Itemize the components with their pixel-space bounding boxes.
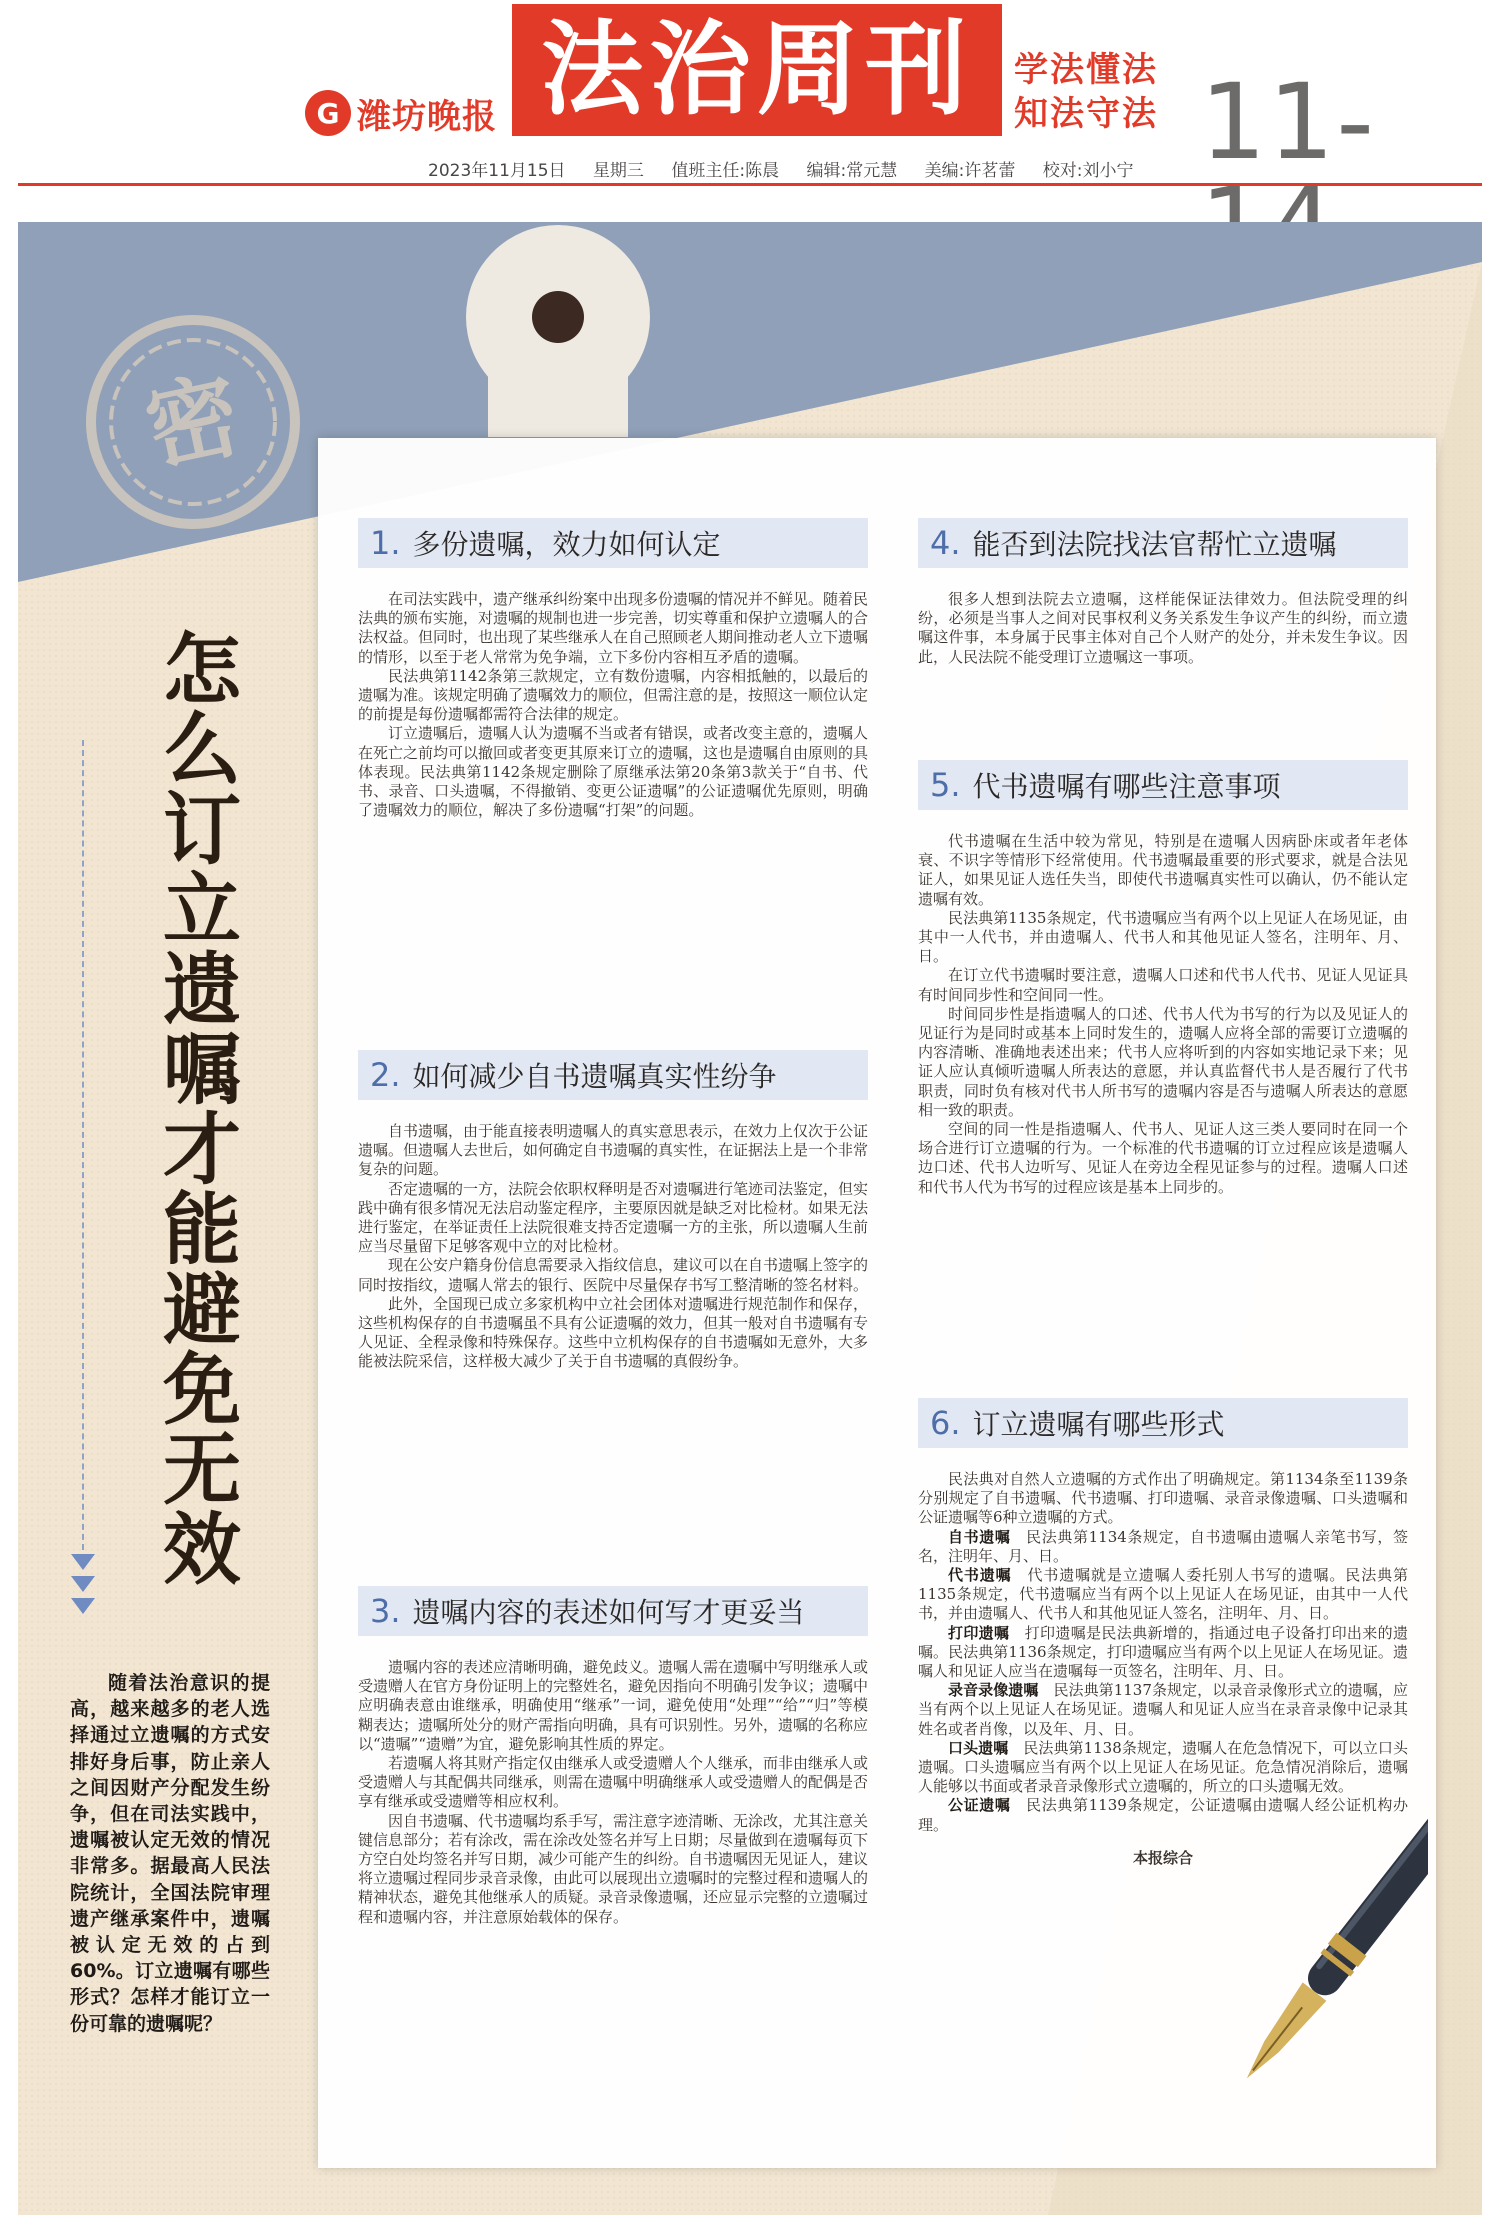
page-headline: 怎么订立遗嘱才能避免无效 [150,628,241,1588]
masthead [0,0,1500,190]
publication-title-text: 法治周刊 [541,10,973,130]
will-form-text: 民法典第1134条规定，自书遗嘱由遗嘱人亲笔书写，签名，注明年、月、日。 [918,1527,1408,1565]
will-form-text: 打印遗嘱是民法典新增的，指通过电子设备打印出来的遗嘱。民法典第1136条规定，打印遗嘱应当有两个以上见证人在场见证。遗嘱人和见证人应当在遗嘱每一页签名，注明年、月、日。 [918,1623,1408,1681]
will-form-item [918,1681,1408,1739]
will-form-item [918,1528,1408,1566]
issue-info [428,156,1156,181]
paragraph: 此外，全国现已成立多家机构中立社会团体对遗嘱进行规范制作和保存，这些机构保存的自书遗嘱虽不具有公证遗嘱的效力，但其一般对自书遗嘱有专人见证、全程录像和特殊保存。这些中立机构保存的自书遗嘱如无意外，大多能被法院采信，这样极大减少了关于自书遗嘱的真假纷争。 [358,1294,869,1371]
editor: 编辑:常元慧 [806,161,898,181]
section-1 [358,518,868,820]
fountain-pen-icon [1238,1768,1428,2168]
down-arrows-icon [68,1552,98,1622]
section-2-header [358,1050,868,1100]
section-3 [358,1586,868,1927]
section-2-body [358,1122,868,1372]
clasp-button-icon [532,291,584,343]
section-2 [358,1050,868,1372]
section-6-title: 订立遗嘱有哪些形式 [972,1408,1225,1441]
logo-icon: G [305,90,351,136]
section-6-number: 6. [930,1404,961,1442]
slogan-line-1: 学法懂法 [1014,50,1158,90]
editor-in-charge: 值班主任:陈晨 [671,161,780,181]
paragraph: 若遗嘱人将其财产指定仅由继承人或受遗赠人个人继承，而非由继承人或受遗赠人与其配偶共同继承，则需在遗嘱中明确继承人或受遗赠人的配偶是否享有继承或受遗赠等相应权利。 [358,1754,869,1811]
will-form-term: 打印遗嘱 [948,1623,1010,1642]
slogan [1014,48,1158,136]
section-5 [918,760,1408,1197]
issue-weekday: 星期三 [592,161,644,181]
paragraph: 自书遗嘱，由于能直接表明遗嘱人的真实意思表示，在效力上仅次于公证遗嘱。但遗嘱人去世后，如何确定自书遗嘱的真实性，在证据法上是一个非常复杂的问题。 [358,1122,869,1179]
section-2-title: 如何减少自书遗嘱真实性纷争 [412,1060,777,1093]
section-4-body [918,590,1408,667]
paragraph: 代书遗嘱在生活中较为常见，特别是在遗嘱人因病卧床或者年老体衰、不识字等情形下经常使用。代书遗嘱最重要的形式要求，就是合法见证人，如果见证人选任失当，即使代书遗嘱真实性可以确认，仍不能认定遗嘱有效。 [918,832,1408,908]
will-form-text: 代书遗嘱就是立遗嘱人委托别人书写的遗嘱。民法典第1135条规定，代书遗嘱应当有两个以上见证人在场见证，由其中一人代书，并由遗嘱人、代书人和其他见证人签名，注明年、月、日。 [918,1566,1408,1623]
section-5-header [918,760,1408,810]
section-1-title: 多份遗嘱，效力如何认定 [412,528,721,561]
section-6-header [918,1398,1408,1448]
will-form-item [918,1566,1408,1624]
section-4-number: 4. [930,524,961,562]
will-form-text: 民法典第1138条规定，遗嘱人在危急情况下，可以立口头遗嘱。口头遗嘱应当有两个以上见证人在场见证。危急情况消除后，遗嘱人能够以书面或者录音录像形式立遗嘱的，所立的口头遗嘱无效。 [918,1738,1408,1796]
will-form-term: 口头遗嘱 [948,1738,1009,1757]
will-form-term: 自书遗嘱 [948,1527,1011,1546]
paragraph: 订立遗嘱后，遗嘱人认为遗嘱不当或者有错误，或者改变主意的，遗嘱人在死亡之前均可以撤回或者变更其原来订立的遗嘱，这也是遗嘱自由原则的具体表现。民法典第1142条规定删除了原继承法第20条第3款关于“自书、代书、录音、口头遗嘱，不得撤销、变更公证遗嘱”的公证遗嘱优先原则，明确了遗嘱效力的顺位，解决了多份遗嘱“打架”的问题。 [358,724,869,820]
paragraph: 现在公安户籍身份信息需要录入指纹信息，建议可以在自书遗嘱上签字的同时按指纹，遗嘱人常去的银行、医院中尽量保存书写工整清晰的签名材料。 [358,1256,869,1294]
section-1-header [358,518,868,568]
publication-title [512,4,1002,136]
section-3-title: 遗嘱内容的表述如何写才更妥当 [412,1596,805,1629]
slogan-line-2: 知法守法 [1014,94,1158,134]
designer: 美编:许茗蕾 [924,161,1016,181]
will-form-item [918,1624,1408,1682]
paragraph: 在订立代书遗嘱时要注意，遗嘱人口述和代书人代书、见证人见证具有时间同步性和空间同一性。 [918,966,1408,1004]
newspaper-logo [305,88,497,138]
section-4-title: 能否到法院找法官帮忙立遗嘱 [972,528,1337,561]
proofreader: 校对:刘小宁 [1042,161,1134,181]
section-5-number: 5. [930,766,961,804]
secret-stamp-text: 密 [136,359,250,485]
section-2-number: 2. [370,1056,401,1094]
section-1-number: 1. [370,524,401,562]
section-5-body [918,832,1408,1197]
dashed-divider [82,740,84,1560]
intro-paragraph: 随着法治意识的提高，越来越多的老人选择通过立遗嘱的方式安排好身后事，防止亲人之间因财产分配发生纷争，但在司法实践中，遗嘱被认定无效的情况非常多。据最高人民法院统计，全国法院审理遗产继承案件中，遗嘱被认定无效的占到60%。订立遗嘱有哪些形式？怎样才能订立一份可靠的遗嘱呢？ [70,1672,270,2035]
will-form-text: 民法典第1137条规定，以录音录像形式立的遗嘱，应当有两个以上见证人在场见证。遗嘱人和见证人应当在录音录像中记录其姓名或者肖像，以及年、月、日。 [918,1681,1408,1738]
will-form-text: 民法典第1139条规定，公证遗嘱由遗嘱人经公证机构办理。 [918,1796,1408,1834]
article-credit: 本报综合 [1132,1848,1193,1867]
masthead-rule [18,183,1482,186]
issue-date: 2023年11月15日 [428,161,566,181]
section-3-body [358,1658,868,1927]
paragraph: 在司法实践中，遗产继承纠纷案中出现多份遗嘱的情况并不鲜见。随着民法典的颁布实施，对遗嘱的规制也进一步完善，切实尊重和保护立遗嘱人的合法权益。但同时，也出现了某些继承人在自己照顾老人期间推动老人立下遗嘱的情形，以至于老人常常为免争端，立下多份内容相互矛盾的遗嘱。 [358,590,869,666]
envelope-clasp [466,225,650,437]
section-4-header [918,518,1408,568]
paragraph: 否定遗嘱的一方，法院会依职权释明是否对遗嘱进行笔迹司法鉴定，但实践中确有很多情况无法启动鉴定程序，主要原因就是缺乏对比检材。如果无法进行鉴定，在举证责任上法院很难支持否定遗嘱一方的主张，所以遗嘱人生前应当尽量留下足够客观中立的对比检材。 [358,1179,869,1256]
paragraph: 很多人想到法院去立遗嘱，这样能保证法律效力。但法院受理的纠纷，必须是当事人之间对民事权利义务关系发生争议产生的纠纷，而立遗嘱这件事，本身属于民事主体对自己个人财产的处分，并未发生争议。因此，人民法院不能受理订立遗嘱这一事项。 [918,590,1408,666]
logo-text: 潍坊晚报 [357,96,497,137]
will-form-term: 录音录像遗嘱 [948,1681,1039,1700]
paragraph: 遗嘱内容的表述应清晰明确，避免歧义。遗嘱人需在遗嘱中写明继承人或受遗赠人在官方身份证明上的完整姓名，避免因指向不明确引发争议；遗嘱中应明确表意由谁继承，明确使用“继承”一词，避免使用“处理”“给”“归”等模糊表达；遗嘱所处分的财产需指向明确，具有可识别性。另外，遗嘱的名称应以“遗嘱”“遗赠”为宜，避免影响其性质的界定。 [358,1658,869,1753]
will-form-term: 代书遗嘱 [948,1566,1012,1585]
paragraph: 时间同步性是指遗嘱人的口述、代书人代为书写的行为以及见证人的见证行为是同时或基本上同时发生的，遗嘱人应将全部的需要订立遗嘱的内容清晰、准确地表述出来；代书人应将听到的内容如实地记录下来；见证人应认真倾听遗嘱人所表达的意愿，并认真监督代书人是否履行了代书职责，同时负有核对代书人所书写的遗嘱内容是否与遗嘱人所表达的意愿相一致的职责。 [918,1004,1408,1119]
paragraph: 民法典第1135条规定，代书遗嘱应当有两个以上见证人在场见证，由其中一人代书，并由遗嘱人、代书人和其他见证人签名，注明年、月、日。 [918,908,1408,966]
section-1-body [358,590,868,820]
section-3-number: 3. [370,1592,401,1630]
page-date: 11- [1200,61,1376,183]
section-5-title: 代书遗嘱有哪些注意事项 [972,770,1281,803]
section-4 [918,518,1408,667]
paragraph: 民法典第1142条第三款规定，立有数份遗嘱，内容相抵触的，以最后的遗嘱为准。该规定明确了遗嘱效力的顺位，但需注意的是，按照这一顺位认定的前提是每份遗嘱都需符合法律的规定。 [358,666,869,724]
article-card [318,438,1436,2168]
section-3-header [358,1586,868,1636]
will-form-term: 公证遗嘱 [948,1796,1011,1815]
paragraph: 因自书遗嘱、代书遗嘱均系手写，需注意字迹清晰、无涂改，尤其注意关键信息部分；若有涂改，需在涂改处签名并写上日期；尽量做到在遗嘱每页下方空白处均签名并写日期，减少可能产生的纠纷。自书遗嘱因无见证人，建议将立遗嘱过程同步录音录像，由此可以展现出立遗嘱时的完整过程和遗嘱人的精神状态，避免其他继承人的质疑。录音录像遗嘱，还应显示完整的立遗嘱过程和遗嘱内容，并注意原始载体的保存。 [358,1811,869,1926]
paragraph: 民法典对自然人立遗嘱的方式作出了明确规定。第1134条至1139条分别规定了自书遗嘱、代书遗嘱、打印遗嘱、录音录像遗嘱、口头遗嘱和公证遗嘱等6种立遗嘱的方式。 [918,1470,1408,1527]
paragraph: 空间的同一性是指遗嘱人、代书人、见证人这三类人要同时在同一个场合进行订立遗嘱的行为。一个标准的代书遗嘱的订立过程应该是遗嘱人边口述、代书人边听写、见证人在旁边全程见证参与的过程。遗嘱人口述和代书人代为书写的过程应该是基本上同步的。 [918,1120,1408,1196]
